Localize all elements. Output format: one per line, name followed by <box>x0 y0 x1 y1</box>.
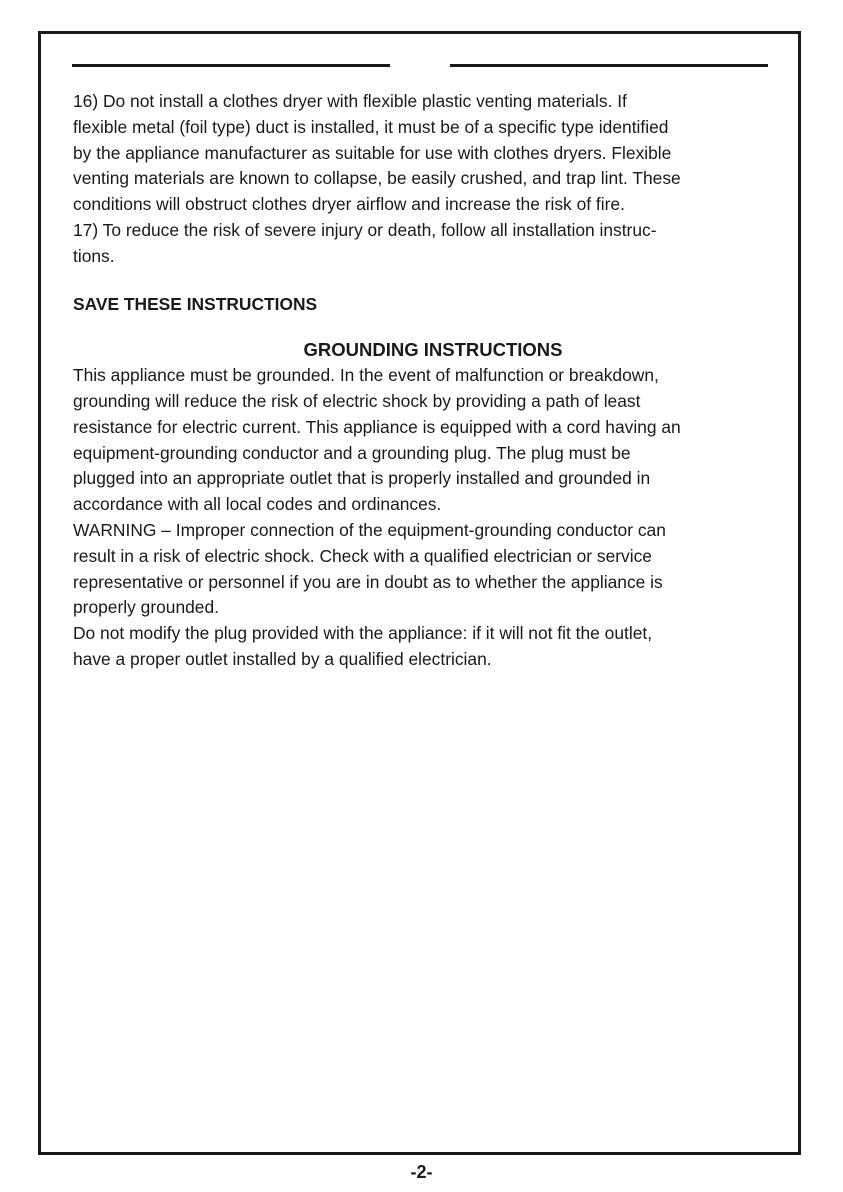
text-line: equipment-grounding conductor and a grounding plug. The plug must be <box>73 442 631 463</box>
text-line: conditions will obstruct clothes dryer airflow and increase the risk of fire. <box>73 194 625 215</box>
header-rule-right <box>450 64 768 67</box>
item-17-paragraph <box>73 218 773 270</box>
text-line: representative or personnel if you are in doubt as to whether the appliance is <box>73 571 663 592</box>
text-line: flexible metal (foil type) duct is installed, it must be of a specific type identified <box>73 116 669 137</box>
text-line: plugged into an appropriate outlet that is properly installed and grounded in <box>73 468 651 489</box>
text-line: have a proper outlet installed by a qualified electrician. <box>73 648 492 669</box>
text-line: 17) To reduce the risk of severe injury or death, follow all installation instruc- <box>73 219 657 240</box>
page-content <box>73 89 773 673</box>
text-line: venting materials are known to collapse, be easily crushed, and trap lint. These <box>73 168 681 189</box>
header-rule-left <box>72 64 390 67</box>
text-line: properly grounded. <box>73 597 219 618</box>
grounding-instructions-heading: GROUNDING INSTRUCTIONS <box>303 339 563 361</box>
text-line: accordance with all local codes and ordinances. <box>73 494 442 515</box>
text-line: 16) Do not install a clothes dryer with flexible plastic venting materials. If <box>73 91 627 111</box>
plug-paragraph <box>73 621 773 673</box>
text-line: This appliance must be grounded. In the event of malfunction or breakdown, <box>73 365 659 386</box>
page-number: -2- <box>410 1162 433 1182</box>
warning-paragraph <box>73 518 773 621</box>
text-line: by the appliance manufacturer as suitable for use with clothes dryers. Flexible <box>73 142 672 163</box>
save-instructions-heading: SAVE THESE INSTRUCTIONS <box>73 293 318 314</box>
grounding-paragraph <box>73 363 773 518</box>
text-line: result in a risk of electric shock. Check with a qualified electrician or service <box>73 545 652 566</box>
text-line: Do not modify the plug provided with the appliance: if it will not fit the outlet, <box>73 623 653 644</box>
item-16-paragraph <box>73 89 773 218</box>
text-line: tions. <box>73 245 115 266</box>
text-line: resistance for electric current. This appliance is equipped with a cord having an <box>73 416 681 437</box>
text-line: WARNING – Improper connection of the equipment-grounding conductor can <box>73 519 666 540</box>
text-line: grounding will reduce the risk of electric shock by providing a path of least <box>73 390 641 411</box>
